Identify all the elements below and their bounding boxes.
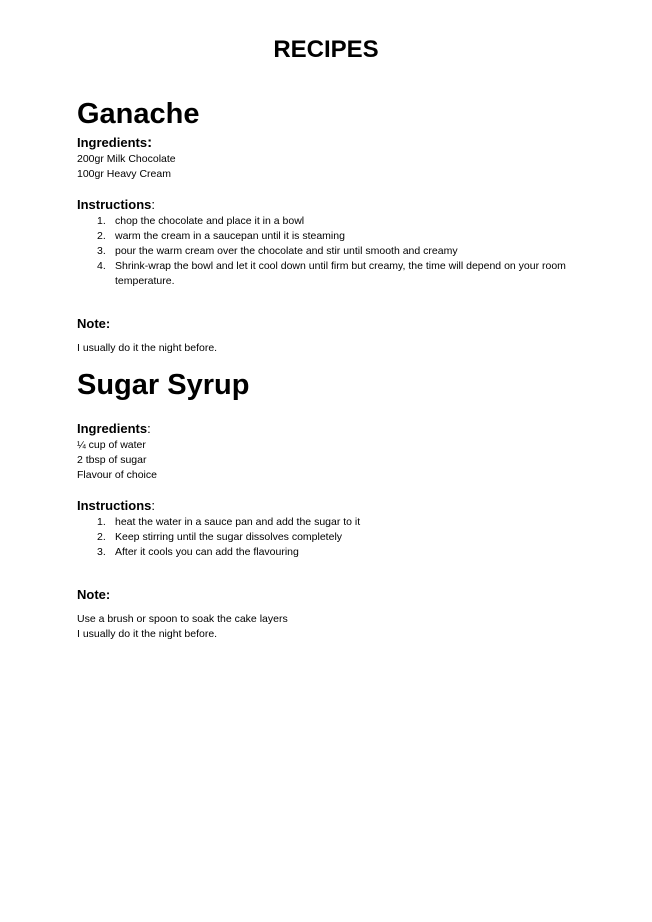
ingredients-heading (77, 134, 597, 152)
ingredient-line: 200gr Milk Chocolate (77, 153, 176, 165)
note-line: I usually do it the night before. (77, 342, 218, 354)
step-number: 2. (97, 531, 106, 543)
ingredients-colon: : (147, 134, 153, 151)
step-number: 3. (97, 245, 106, 257)
ingredient-line: Flavour of choice (77, 469, 157, 481)
instructions-list (77, 515, 597, 560)
instruction-step (77, 229, 597, 244)
instructions-heading (77, 196, 597, 214)
step-number: 4. (97, 260, 106, 272)
ingredients-label: Ingredients (77, 135, 148, 150)
step-number: 3. (97, 546, 106, 558)
note-line: Use a brush or spoon to soak the cake layers (77, 613, 288, 625)
instruction-step (77, 545, 597, 560)
instructions-label: Instructions (77, 498, 152, 513)
note-label: Note: (77, 316, 111, 331)
step-text: heat the water in a sauce pan and add the sugar to it (115, 516, 361, 528)
ingredients-heading (77, 420, 597, 438)
recipe-title: Ganache (77, 98, 200, 130)
instruction-step (77, 530, 597, 545)
recipe-sugar-syrup (77, 367, 597, 642)
note-line: I usually do it the night before. (77, 628, 218, 640)
ingredients-label: Ingredients (77, 421, 148, 436)
recipe-title: Sugar Syrup (77, 369, 250, 401)
instruction-step (77, 515, 597, 530)
instruction-step (77, 244, 597, 259)
step-text: After it cools you can add the flavouring (115, 546, 299, 558)
step-text: pour the warm cream over the chocolate and stir until smooth and creamy (115, 245, 458, 257)
instructions-label: Instructions (77, 197, 152, 212)
step-text: Keep stirring until the sugar dissolves completely (115, 531, 343, 543)
ingredient-line: ¼ cup of water (77, 439, 146, 451)
recipe-ganache (77, 96, 597, 356)
ingredient-line: 100gr Heavy Cream (77, 168, 171, 180)
instruction-step (77, 214, 597, 229)
page-title: RECIPES (273, 36, 379, 63)
step-number: 1. (97, 516, 106, 528)
ingredient-line: 2 tbsp of sugar (77, 454, 147, 466)
step-text: Shrink-wrap the bowl and let it cool down until firm but creamy, the time will depend on your room temperature. (115, 260, 566, 287)
step-text: warm the cream in a saucepan until it is steaming (115, 230, 345, 242)
instructions-colon: : (151, 197, 156, 212)
step-text: chop the chocolate and place it in a bowl (115, 215, 305, 227)
step-number: 1. (97, 215, 106, 227)
instructions-colon: : (151, 498, 156, 513)
instructions-list (77, 214, 597, 289)
instructions-heading (77, 497, 597, 515)
step-number: 2. (97, 230, 106, 242)
note-label: Note: (77, 587, 111, 602)
instruction-step (77, 259, 597, 289)
ingredients-colon: : (147, 421, 151, 436)
